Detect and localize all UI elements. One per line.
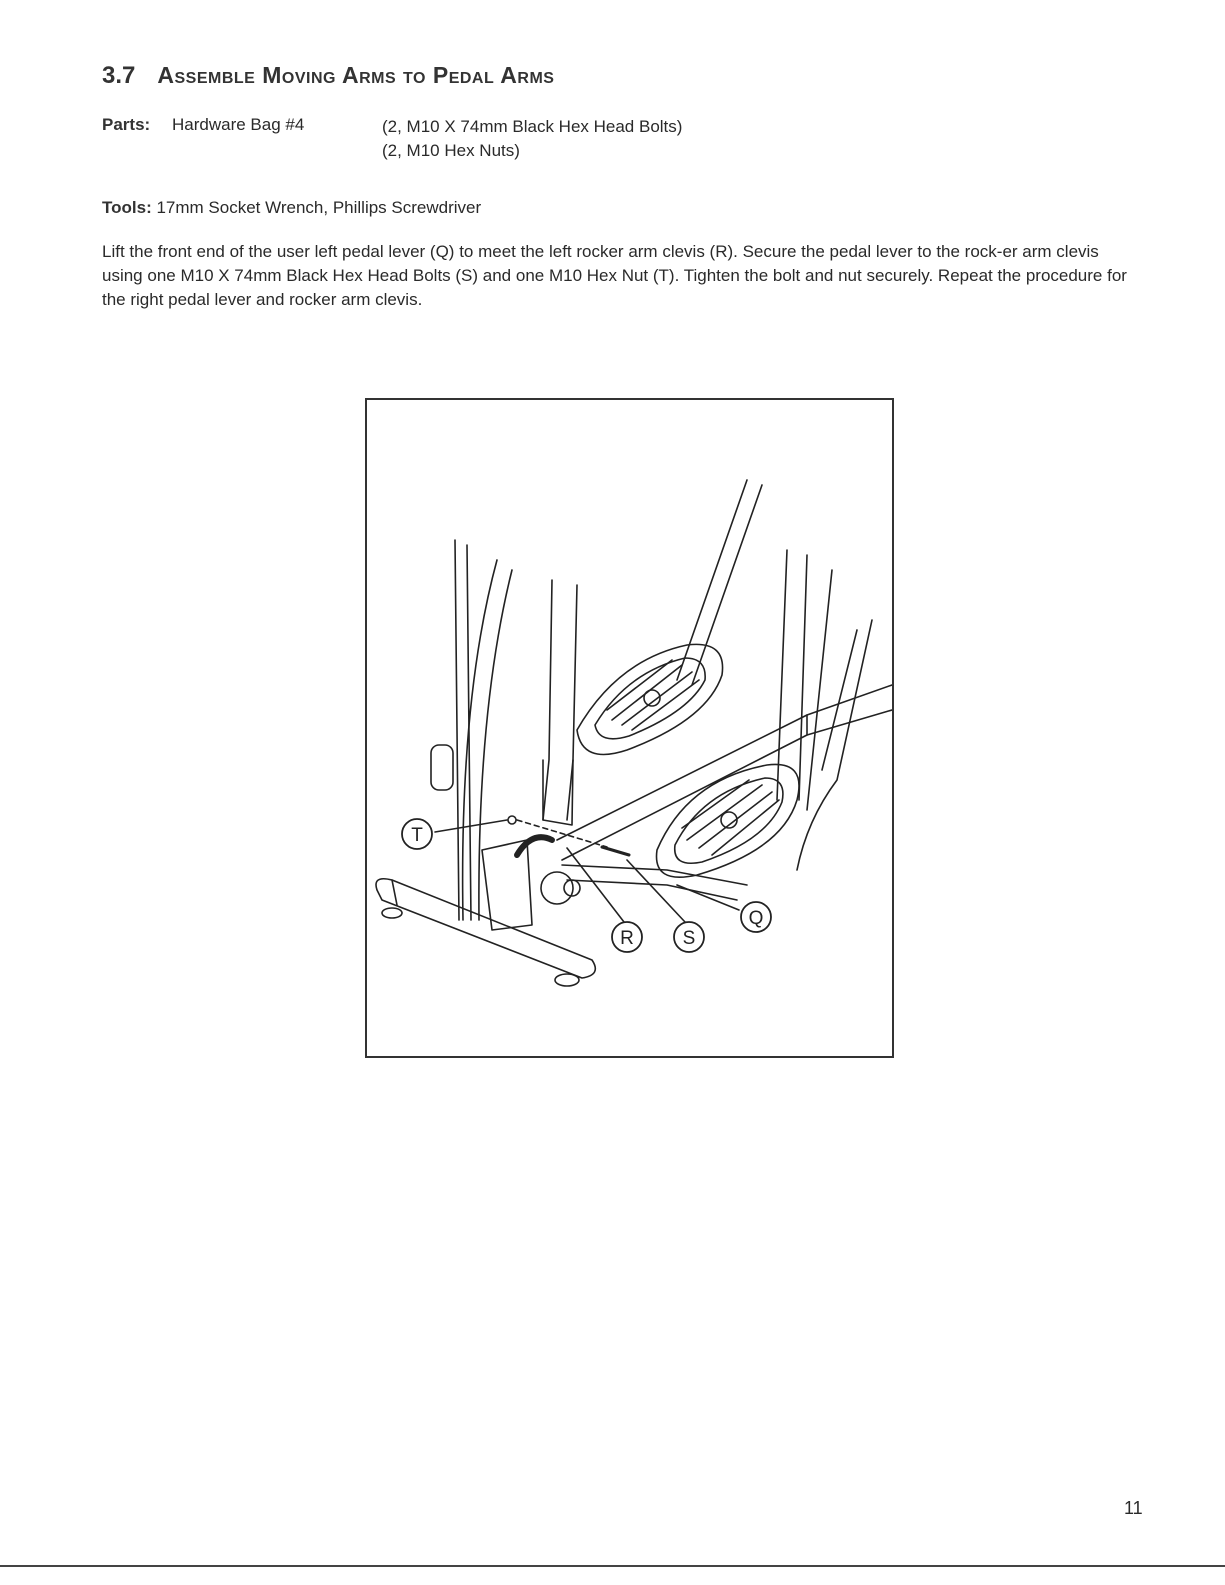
- assembly-figure: [365, 398, 894, 1058]
- instructions-paragraph: Lift the front end of the user left pedal lever (Q) to meet the left rocker arm clevis (R). Secure the pedal lever to the rock-er arm clevis using one M10 X 74mm Black Hex Head Bolts (S) and one M10 Hex Nut (T). Tighten the bolt and nut securely. Repeat the procedure for the right pedal lever and rocker arm clevis.: [102, 242, 1127, 309]
- section-heading: Assemble Moving Arms to Pedal Arms: [157, 62, 555, 88]
- parts-item: (2, M10 Hex Nuts): [382, 141, 520, 160]
- tools-line: [102, 198, 481, 218]
- tools-label: Tools:: [102, 198, 152, 217]
- lower-pedal: [657, 764, 800, 877]
- parts-bag: Hardware Bag #4: [172, 115, 305, 134]
- parts-item: (2, M10 X 74mm Black Hex Head Bolts): [382, 117, 683, 136]
- callout-s: [674, 922, 704, 952]
- pivot-bracket: [482, 840, 532, 930]
- tools-text: 17mm Socket Wrench, Phillips Screwdriver: [156, 198, 482, 217]
- callout-leader-t: [435, 820, 507, 832]
- callout-r: [612, 922, 642, 952]
- callout-leader-q: [677, 885, 739, 910]
- svg-text:S: S: [682, 928, 696, 949]
- hex-nut: [508, 816, 516, 824]
- roller-wheel: [541, 872, 573, 904]
- section-number: 3.7: [102, 62, 136, 89]
- section-title: [102, 62, 554, 90]
- right-upright-line: [777, 550, 787, 800]
- assembly-illustration: [367, 400, 892, 1056]
- pedal-lever: [567, 880, 737, 900]
- far-moving-arm: [677, 480, 747, 680]
- lift-arrow: [517, 837, 552, 855]
- bracket: [431, 745, 453, 790]
- left-upright-line: [455, 540, 459, 920]
- cross-rail: [807, 710, 892, 735]
- callout-t: [402, 819, 432, 849]
- far-moving-arm: [692, 485, 762, 685]
- callout-leader-r: [567, 848, 624, 922]
- right-upright-line: [799, 555, 807, 800]
- right-upright-line: [807, 570, 832, 810]
- page-number: 11: [1124, 1498, 1143, 1518]
- parts-label: Parts:: [102, 115, 151, 134]
- svg-text:T: T: [411, 825, 423, 846]
- cross-rail: [557, 715, 807, 860]
- right-rail-curve: [797, 620, 872, 870]
- hex-bolt: [602, 847, 629, 855]
- callout-q: [741, 902, 771, 932]
- parts-list: [382, 115, 682, 163]
- svg-text:R: R: [620, 928, 634, 949]
- svg-text:Q: Q: [748, 908, 764, 929]
- left-moving-arm: [543, 580, 552, 820]
- bottom-rule: [0, 1565, 1225, 1567]
- base-stabilizer: [376, 879, 595, 986]
